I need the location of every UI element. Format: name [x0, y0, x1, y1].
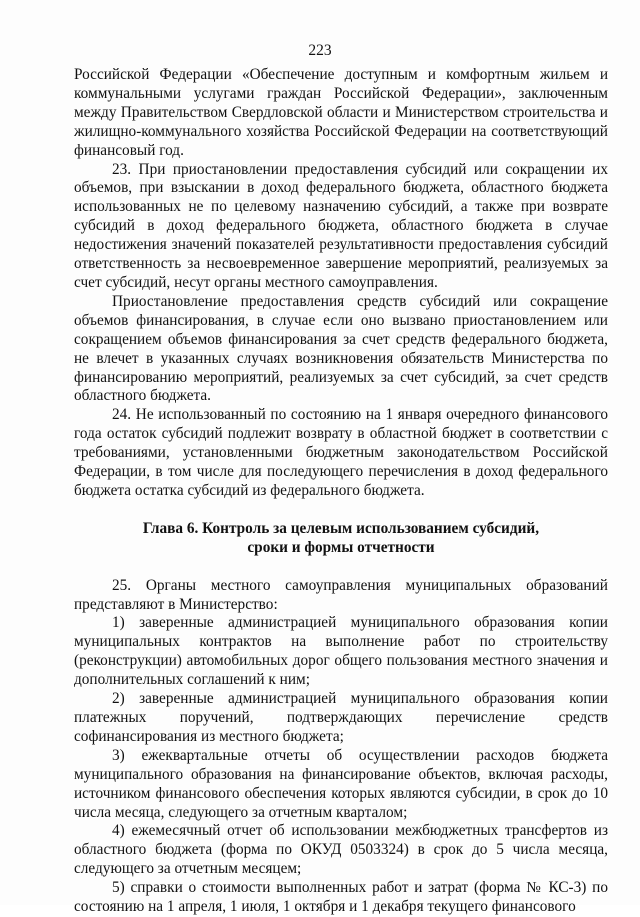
page-number: 223	[308, 42, 332, 59]
paragraph-23: 23. При приостановлении предоставления субсидий или сокращении их объемов, при взыскании в доход федерального бюджета, областного бюджета использованных не по целевому назначению субсидий, а также при возврате субсидий в доход федерального бюджета, областного бюджета в случае недостижения значений показателей результативности предоставления субсидий ответственность за несвоевременное завершение мероприятий, реализуемых за счет субсидий, несут органы местного самоуправления.	[74, 160, 608, 291]
chapter-heading-line-1: Глава 6. Контроль за целевым использованием субсидий,	[142, 519, 540, 537]
document-body	[74, 66, 608, 917]
list-item-3: 3) ежеквартальные отчеты об осуществлении расходов бюджета муниципального образования на финансирование объектов, включая расходы, источником финансового обеспечения которых являются субсидии, в срок до 10 числа месяца, следующего за отчетным кварталом;	[74, 746, 608, 821]
paragraph-24: 24. Не использованный по состоянию на 1 января очередного финансового года остаток субсидий подлежит возврату в областной бюджет в соответствии с требованиями, установленными бюджетным законодательством Российской Федерации, в том числе для последующего перечисления в доход федерального бюджета остатка субсидий из федерального бюджета.	[74, 406, 608, 499]
list-item-1: 1) заверенные администрацией муниципального образования копии муниципальных контрактов на выполнение работ по строительству (реконструкции) автомобильных дорог общего пользования местного значения и дополнительных соглашений к ним;	[74, 614, 608, 689]
paragraph-suspension: Приостановление предоставления средств субсидий или сокращение объемов финансирования, в случае если оно вызвано приостановлением или сокращением объемов финансирования за счет средств федерального бюджета, не влечет в указанных случаях возникновения обязательств Министерства по финансированию мероприятий, реализуемых за счет субсидий, за счет средств областного бюджета.	[74, 292, 608, 405]
paragraph-25: 25. Органы местного самоуправления муниципальных образований представляют в Министерство:	[74, 576, 608, 613]
list-item-2: 2) заверенные администрацией муниципального образования копии платежных поручений, подтверждающих перечисление средств софинансирования из местного бюджета;	[74, 690, 608, 745]
list-item-5: 5) справки о стоимости выполненных работ и затрат (форма № КС-3) по состоянию на 1 апреля, 1 июля, 1 октября и 1 декабря текущего финансового	[74, 879, 608, 916]
chapter-heading-line-2: сроки и формы отчетности	[247, 538, 435, 556]
list-item-4: 4) ежемесячный отчет об использовании межбюджетных трансфертов из областного бюджета (форма по ОКУД 0503324) в срок до 5 числа месяца, следующего за отчетным месяцем;	[74, 822, 608, 878]
paragraph-continuation: Российской Федерации «Обеспечение доступным и комфортным жильем и коммунальными услугами граждан Российской Федерации», заключенным между Правительством Свердловской области и Министерством строительства и жилищно-коммунального хозяйства Российской Федерации на соответствующий финансовый год.	[74, 66, 608, 159]
chapter-heading	[74, 520, 608, 558]
